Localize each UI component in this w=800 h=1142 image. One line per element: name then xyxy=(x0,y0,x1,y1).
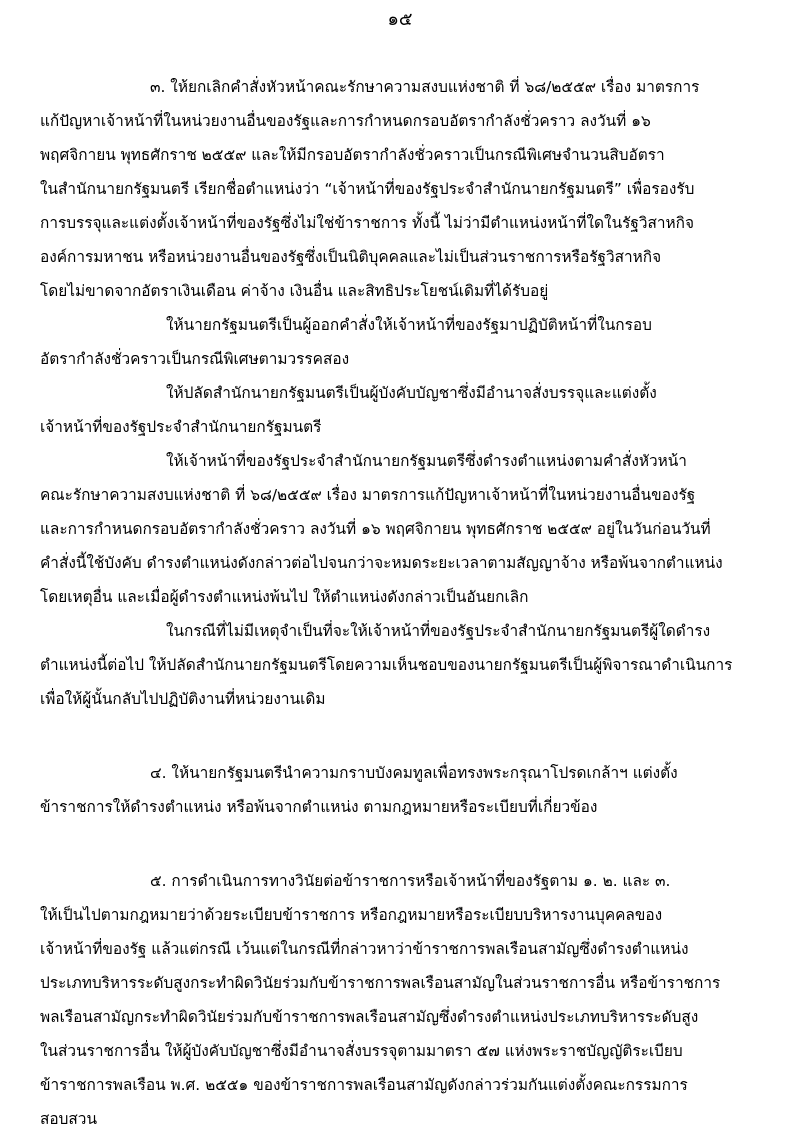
text-line: ในสำนักนายกรัฐมนตรี เรียกชื่อตำแหน่งว่า “เจ้าหน้าที่ของรัฐประจำสำนักนายกรัฐมนตรี” เพื่อรองรับ xyxy=(40,180,695,198)
text-line: เพื่อให้ผู้นั้นกลับไปปฏิบัติงานที่หน่วยงานเดิม xyxy=(40,690,326,708)
text-line: พลเรือนสามัญกระทำผิดวินัยร่วมกับข้าราชการพลเรือนสามัญซึ่งดำรงตำแหน่งประเภทบริหารระดับสูง xyxy=(40,1008,699,1026)
text-line: แก้ปัญหาเจ้าหน้าที่ในหน่วยงานอื่นของรัฐและการกำหนดกรอบอัตรากำลังชั่วคราว ลงวันที่ ๑๖ xyxy=(40,112,651,130)
text-line: ให้เป็นไปตามกฎหมายว่าด้วยระเบียบข้าราชการ หรือกฎหมายหรือระเบียบบริหารงานบุคคลของ xyxy=(40,906,663,924)
text-line: ในส่วนราชการอื่น ให้ผู้บังคับบัญชาซึ่งมีอำนาจสั่งบรรจุตามมาตรา ๕๗ แห่งพระราชบัญญัติระเบียบ xyxy=(40,1042,683,1060)
text-line: เจ้าหน้าที่ของรัฐประจำสำนักนายกรัฐมนตรี xyxy=(40,418,322,436)
text-line: คณะรักษาความสงบแห่งชาติ ที่ ๖๘/๒๕๕๙ เรื่อง มาตรการแก้ปัญหาเจ้าหน้าที่ในหน่วยงานอื่นของรัฐ xyxy=(40,486,696,504)
text-line: อัตรากำลังชั่วคราวเป็นกรณีพิเศษตามวรรคสอง xyxy=(40,350,350,368)
text-line: ในกรณีที่ไม่มีเหตุจำเป็นที่จะให้เจ้าหน้าที่ของรัฐประจำสำนักนายกรัฐมนตรีผู้ใดดำรง xyxy=(166,622,711,640)
text-line: การบรรจุและแต่งตั้งเจ้าหน้าที่ของรัฐซึ่งไม่ใช่ข้าราชการ ทั้งนี้ ไม่ว่ามีตำแหน่งหน้าที่ใดในรัฐวิสาหกิจ xyxy=(40,214,695,232)
text-line: ให้นายกรัฐมนตรีเป็นผู้ออกคำสั่งให้เจ้าหน้าที่ของรัฐมาปฏิบัติหน้าที่ในกรอบ xyxy=(166,316,652,334)
text-line: คำสั่งนี้ใช้บังคับ ดำรงตำแหน่งดังกล่าวต่อไปจนกว่าจะหมดระยะเวลาตามสัญญาจ้าง หรือพ้นจากตำแหน่ง xyxy=(40,554,723,572)
text-line: พฤศจิกายน พุทธศักราช ๒๕๕๙ และให้มีกรอบอัตรากำลังชั่วคราวเป็นกรณีพิเศษจำนวนสิบอัตรา xyxy=(40,146,665,164)
text-line: ให้เจ้าหน้าที่ของรัฐประจำสำนักนายกรัฐมนตรีซึ่งดำรงตำแหน่งตามคำสั่งหัวหน้า xyxy=(166,452,687,470)
text-line: องค์การมหาชน หรือหน่วยงานอื่นของรัฐซึ่งเป็นนิติบุคคลและไม่เป็นส่วนราชการหรือรัฐวิสาหกิจ xyxy=(40,248,662,266)
page-number: ๑๕ xyxy=(387,9,413,30)
text-line: เจ้าหน้าที่ของรัฐ แล้วแต่กรณี เว้นแต่ในกรณีที่กล่าวหาว่าข้าราชการพลเรือนสามัญซึ่งดำรงตำแหน่ง xyxy=(40,940,689,958)
text-line: ๓. ให้ยกเลิกคำสั่งหัวหน้าคณะรักษาความสงบแห่งชาติ ที่ ๖๘/๒๕๕๙ เรื่อง มาตรการ xyxy=(150,78,700,96)
text-line: ประเภทบริหารระดับสูงกระทำผิดวินัยร่วมกับข้าราชการพลเรือนสามัญในส่วนราชการอื่น หรือข้าราชการ xyxy=(40,974,721,992)
text-line: ให้ปลัดสำนักนายกรัฐมนตรีเป็นผู้บังคับบัญชาซึ่งมีอำนาจสั่งบรรจุและแต่งตั้ง xyxy=(166,384,657,402)
text-line: ข้าราชการพลเรือน พ.ศ. ๒๕๕๑ ของข้าราชการพลเรือนสามัญดังกล่าวร่วมกันแต่งตั้งคณะกรรมการ xyxy=(40,1076,688,1094)
text-line: โดยไม่ขาดจากอัตราเงินเดือน ค่าจ้าง เงินอื่น และสิทธิประโยชน์เดิมที่ได้รับอยู่ xyxy=(40,282,549,300)
text-line: ๔. ให้นายกรัฐมนตรีนำความกราบบังคมทูลเพื่อทรงพระกรุณาโปรดเกล้าฯ แต่งตั้ง xyxy=(150,764,678,782)
text-line: ข้าราชการให้ดำรงตำแหน่ง หรือพ้นจากตำแหน่ง ตามกฎหมายหรือระเบียบที่เกี่ยวข้อง xyxy=(40,798,598,816)
text-line: ๕. การดำเนินการทางวินัยต่อข้าราชการหรือเจ้าหน้าที่ของรัฐตาม ๑. ๒. และ ๓. xyxy=(150,872,671,890)
text-line: และการกำหนดกรอบอัตรากำลังชั่วคราว ลงวันที่ ๑๖ พฤศจิกายน พุทธศักราช ๒๕๕๙ อยู่ในวันก่อนวันที่ xyxy=(40,520,711,538)
text-line: ตำแหน่งนี้ต่อไป ให้ปลัดสำนักนายกรัฐมนตรีโดยความเห็นชอบของนายกรัฐมนตรีเป็นผู้พิจารณาดำเนินการ xyxy=(40,656,733,674)
text-line: สอบสวน xyxy=(40,1110,97,1128)
text-line: โดยเหตุอื่น และเมื่อผู้ดำรงตำแหน่งพ้นไป ให้ตำแหน่งดังกล่าวเป็นอันยกเลิก xyxy=(40,588,529,606)
